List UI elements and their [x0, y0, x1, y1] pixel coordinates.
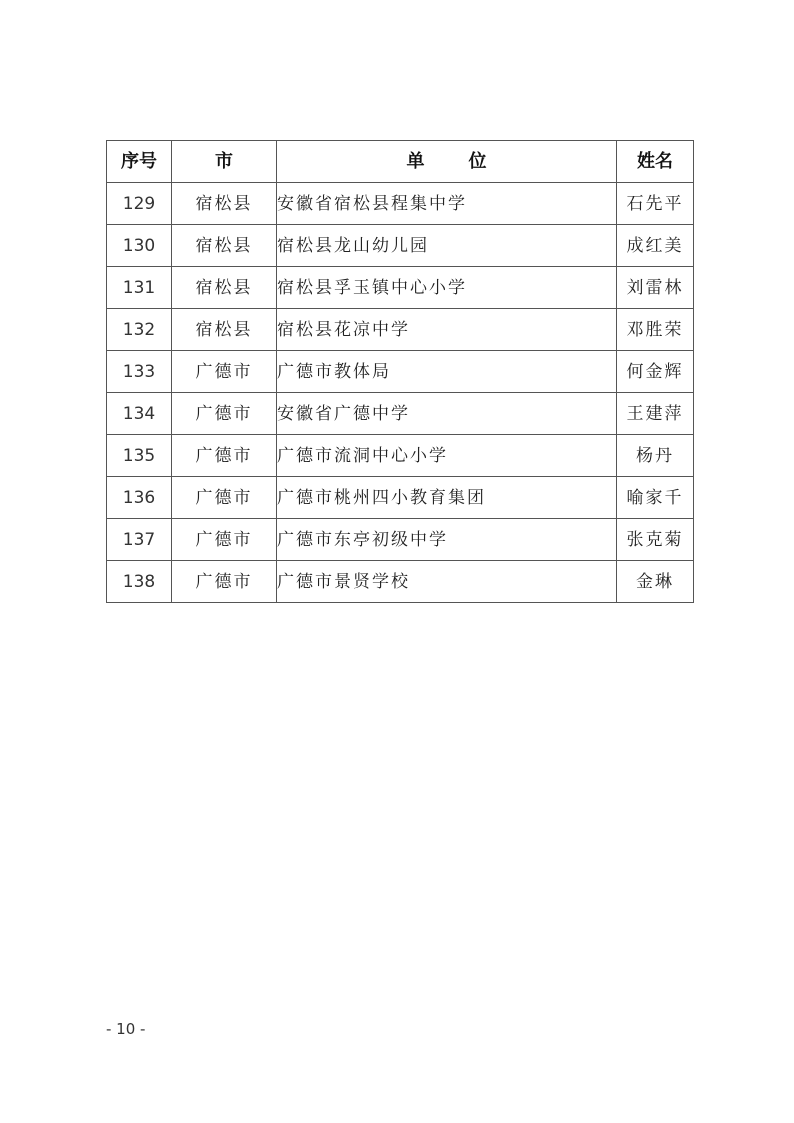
cell-unit: 广德市桃州四小教育集团	[277, 477, 617, 519]
cell-unit: 宿松县花凉中学	[277, 309, 617, 351]
cell-seq: 130	[107, 225, 172, 267]
cell-city: 宿松县	[172, 309, 277, 351]
cell-name: 王建萍	[617, 393, 694, 435]
table-row	[107, 561, 694, 603]
cell-city: 宿松县	[172, 225, 277, 267]
table-row	[107, 183, 694, 225]
header-unit-part2: 位	[468, 150, 487, 172]
cell-seq: 131	[107, 267, 172, 309]
cell-name: 刘雷林	[617, 267, 694, 309]
cell-name: 何金辉	[617, 351, 694, 393]
header-unit-part1: 单	[406, 150, 425, 172]
cell-name: 金琳	[617, 561, 694, 603]
cell-city: 广德市	[172, 477, 277, 519]
cell-unit: 宿松县孚玉镇中心小学	[277, 267, 617, 309]
header-name: 姓名	[617, 141, 694, 183]
cell-unit: 广德市教体局	[277, 351, 617, 393]
table-row	[107, 477, 694, 519]
cell-seq: 133	[107, 351, 172, 393]
cell-unit: 广德市景贤学校	[277, 561, 617, 603]
header-city: 市	[172, 141, 277, 183]
table-row	[107, 351, 694, 393]
cell-unit: 广德市东亭初级中学	[277, 519, 617, 561]
cell-city: 广德市	[172, 435, 277, 477]
table-row	[107, 519, 694, 561]
cell-city: 宿松县	[172, 267, 277, 309]
cell-unit: 安徽省宿松县程集中学	[277, 183, 617, 225]
cell-city: 宿松县	[172, 183, 277, 225]
table-row	[107, 435, 694, 477]
cell-seq: 134	[107, 393, 172, 435]
table-row	[107, 309, 694, 351]
cell-unit: 宿松县龙山幼儿园	[277, 225, 617, 267]
page-number: - 10 -	[106, 1020, 146, 1038]
cell-seq: 136	[107, 477, 172, 519]
cell-city: 广德市	[172, 393, 277, 435]
table-header-row	[107, 141, 694, 183]
cell-seq: 137	[107, 519, 172, 561]
cell-seq: 135	[107, 435, 172, 477]
cell-name: 石先平	[617, 183, 694, 225]
cell-name: 成红美	[617, 225, 694, 267]
table-row	[107, 225, 694, 267]
table-row	[107, 393, 694, 435]
table-row	[107, 267, 694, 309]
cell-unit: 广德市流洞中心小学	[277, 435, 617, 477]
cell-name: 邓胜荣	[617, 309, 694, 351]
cell-seq: 132	[107, 309, 172, 351]
cell-name: 喻家千	[617, 477, 694, 519]
cell-seq: 138	[107, 561, 172, 603]
header-unit	[277, 141, 617, 183]
cell-unit: 安徽省广德中学	[277, 393, 617, 435]
cell-name: 张克菊	[617, 519, 694, 561]
header-seq: 序号	[107, 141, 172, 183]
cell-city: 广德市	[172, 519, 277, 561]
cell-name: 杨丹	[617, 435, 694, 477]
cell-seq: 129	[107, 183, 172, 225]
cell-city: 广德市	[172, 561, 277, 603]
cell-city: 广德市	[172, 351, 277, 393]
roster-table	[106, 140, 694, 603]
